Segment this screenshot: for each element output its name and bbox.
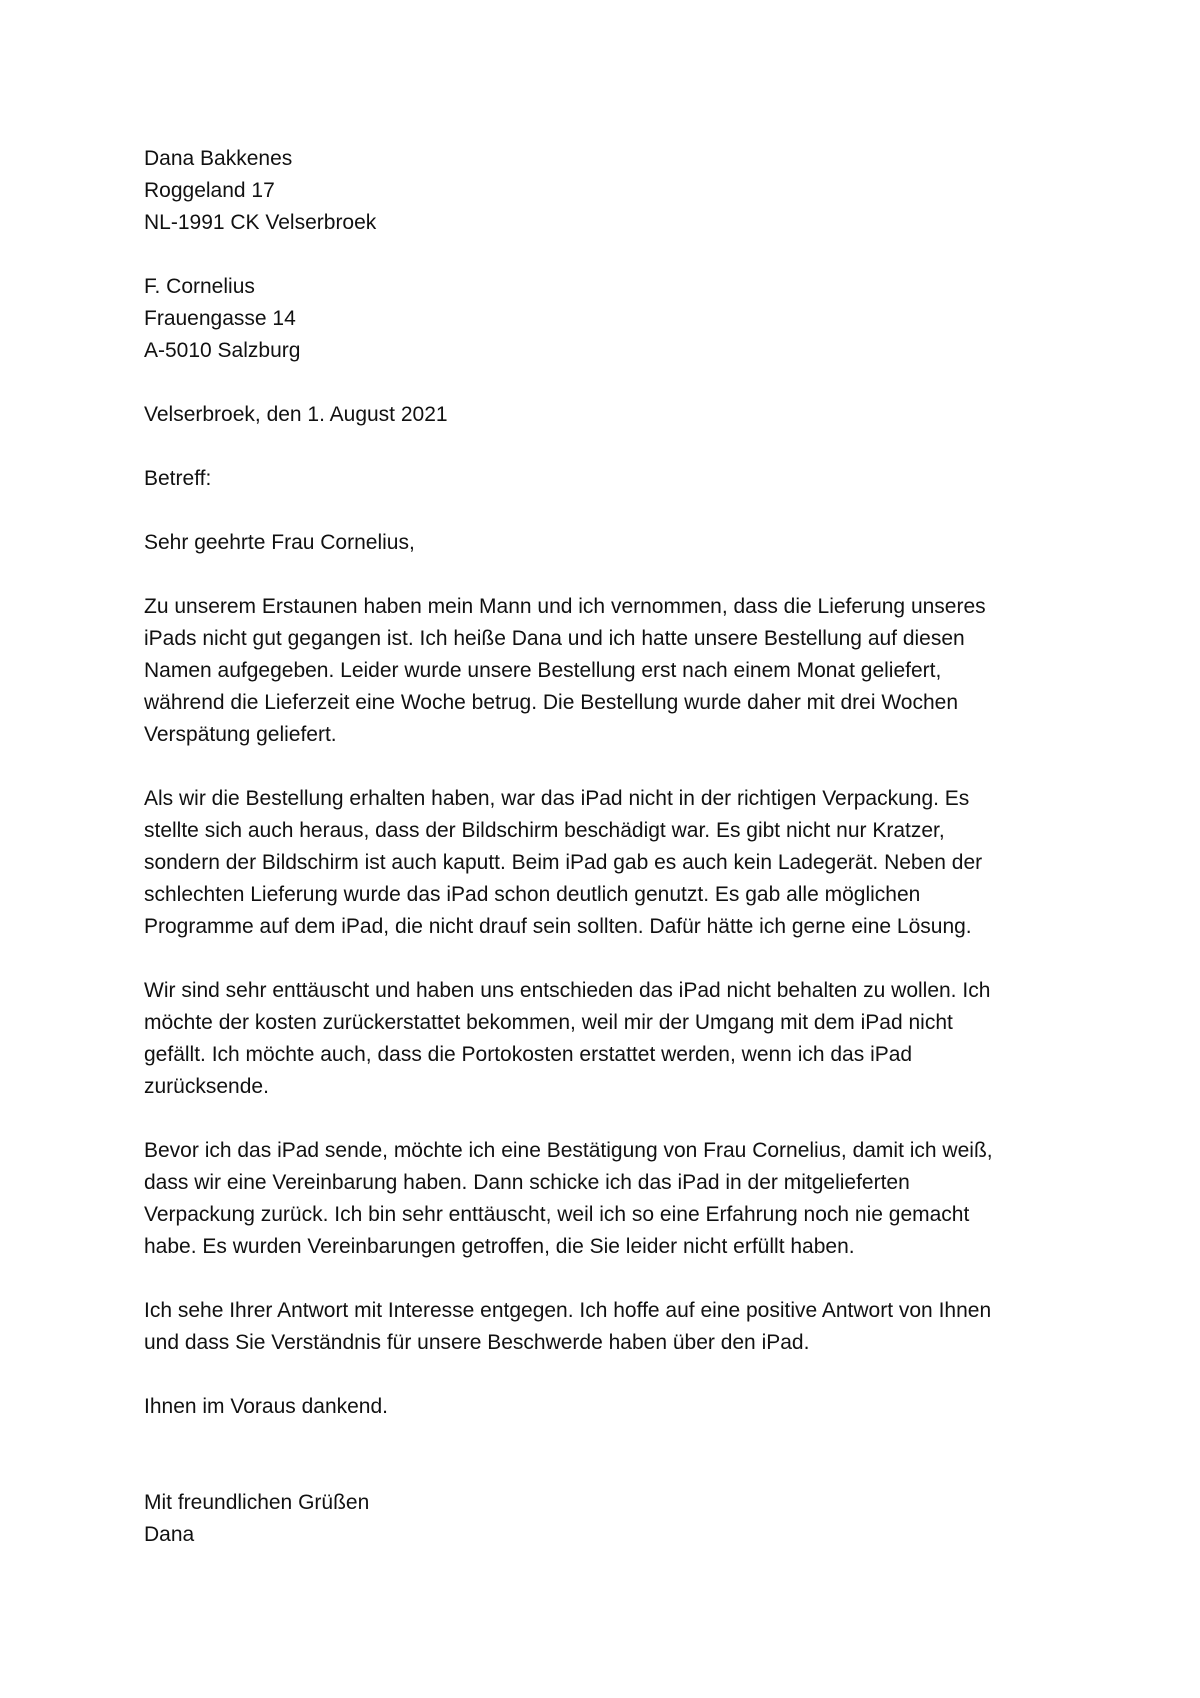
paragraph-line: und dass Sie Verständnis für unsere Beschwerde haben über den iPad. [144,1331,810,1354]
paragraph-line: gefällt. Ich möchte auch, dass die Portokosten erstattet werden, wenn ich das iPad [144,1043,913,1066]
paragraph-line: möchte der kosten zurückerstattet bekommen, weil mir der Umgang mit dem iPad nicht [144,1011,953,1034]
paragraph-line: Als wir die Bestellung erhalten haben, war das iPad nicht in der richtigen Verpackung. Es [144,787,970,810]
paragraph-refund [144,975,1064,1103]
paragraph-condition [144,783,1064,943]
paragraph-line: dass wir eine Vereinbarung haben. Dann schicke ich das iPad in der mitgelieferten [144,1171,910,1194]
sender-city: NL-1991 CK Velserbroek [144,211,377,234]
sender-street: Roggeland 17 [144,179,275,202]
sender-address [144,143,1064,239]
sender-name: Dana Bakkenes [144,147,293,170]
paragraph-confirmation [144,1135,1064,1263]
salutation [144,527,1064,559]
subject-line [144,463,1064,495]
closing-thanks-text: Ihnen im Voraus dankend. [144,1395,389,1418]
paragraph-line: schlechten Lieferung wurde das iPad schon deutlich genutzt. Es gab alle möglichen [144,883,921,906]
subject-label: Betreff: [144,467,212,490]
signature-name: Dana [144,1523,195,1546]
signature-block [144,1487,1064,1551]
paragraph-line: Wir sind sehr enttäuscht und haben uns entschieden das iPad nicht behalten zu wollen. Ich [144,979,991,1002]
paragraph-line: während die Lieferzeit eine Woche betrug. Die Bestellung wurde daher mit drei Wochen [144,691,959,714]
paragraph-line: Ich sehe Ihrer Antwort mit Interesse entgegen. Ich hoffe auf eine positive Antwort von Ihnen [144,1299,992,1322]
date-text: Velserbroek, den 1. August 2021 [144,403,448,426]
paragraph-reply [144,1295,1064,1359]
recipient-street: Frauengasse 14 [144,307,296,330]
paragraph-line: iPads nicht gut gegangen ist. Ich heiße Dana und ich hatte unsere Bestellung auf diesen [144,627,965,650]
paragraph-line: zurücksende. [144,1075,269,1098]
closing-thanks [144,1391,1064,1423]
paragraph-line: Verpackung zurück. Ich bin sehr enttäuscht, weil ich so eine Erfahrung noch nie gemacht [144,1203,970,1226]
date-line [144,399,1064,431]
letter-body [144,143,1064,1551]
paragraph-line: Namen aufgegeben. Leider wurde unsere Bestellung erst nach einem Monat geliefert, [144,659,942,682]
paragraph-line: stellte sich auch heraus, dass der Bildschirm beschädigt war. Es gibt nicht nur Kratzer, [144,819,945,842]
paragraph-delivery [144,591,1064,751]
paragraph-line: sondern der Bildschirm ist auch kaputt. Beim iPad gab es auch kein Ladegerät. Neben der [144,851,983,874]
salutation-text: Sehr geehrte Frau Cornelius, [144,531,415,554]
paragraph-line: habe. Es wurden Vereinbarungen getroffen, die Sie leider nicht erfüllt haben. [144,1235,855,1258]
paragraph-line: Zu unserem Erstaunen haben mein Mann und ich vernommen, dass die Lieferung unseres [144,595,986,618]
paragraph-line: Bevor ich das iPad sende, möchte ich eine Bestätigung von Frau Cornelius, damit ich weiß, [144,1139,993,1162]
closing-text: Mit freundlichen Grüßen [144,1491,370,1514]
recipient-city: A-5010 Salzburg [144,339,301,362]
recipient-address [144,271,1064,367]
recipient-name: F. Cornelius [144,275,255,298]
paragraph-line: Programme auf dem iPad, die nicht drauf sein sollten. Dafür hätte ich gerne eine Lösung. [144,915,972,938]
paragraph-line: Verspätung geliefert. [144,723,337,746]
